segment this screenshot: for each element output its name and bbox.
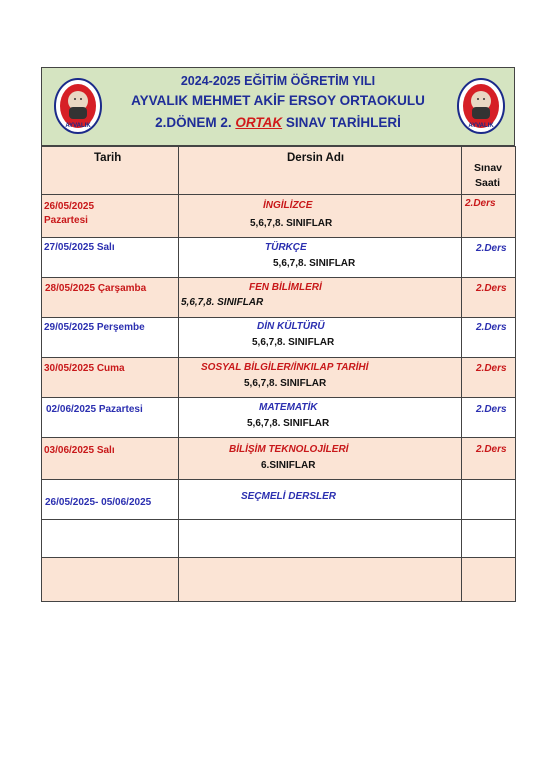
table-row: [42, 358, 516, 398]
course-name: SOSYAL BİLGİLER/İNKILAP TARİHİ: [201, 362, 369, 373]
table-row: [42, 398, 516, 438]
course-cell: [179, 558, 462, 602]
date-text: 27/05/2025 Salı: [44, 242, 115, 253]
course-classes: 5,6,7,8. SINIFLAR: [252, 337, 335, 348]
course-classes: 5,6,7,8. SINIFLAR: [181, 297, 264, 308]
course-classes: 6.SINIFLAR: [261, 460, 316, 471]
column-header-date: [42, 147, 179, 195]
title-academic-year: 2024-2025 EĞİTİM ÖĞRETİM YILI: [180, 74, 376, 88]
course-name: TÜRKÇE: [265, 242, 307, 253]
date-text: 26/05/2025- 05/06/2025: [45, 497, 152, 508]
course-name: İNGİLİZCE: [263, 200, 313, 211]
course-cell: [179, 438, 462, 480]
time-cell: [462, 398, 516, 438]
date-cell: [42, 318, 179, 358]
table-row: [42, 480, 516, 520]
schedule-table: [41, 146, 516, 602]
exam-time: 2.Ders: [476, 283, 507, 294]
table-row: [42, 195, 516, 238]
date-text: 29/05/2025 Perşembe: [44, 322, 145, 333]
time-cell: [462, 558, 516, 602]
course-name: MATEMATİK: [259, 402, 318, 413]
logo-left-caption: AYVALIK: [65, 123, 91, 129]
course-cell: [179, 195, 462, 238]
course-cell: [179, 480, 462, 520]
column-header-course-label: Dersin Adı: [287, 152, 345, 164]
date-text: 30/05/2025 Cuma: [44, 363, 125, 374]
title-ortak-highlight: ORTAK: [235, 115, 283, 130]
course-classes: 5,6,7,8. SINIFLAR: [250, 218, 333, 229]
date-cell: [42, 398, 179, 438]
date-cell: [42, 278, 179, 318]
course-name: BİLİŞİM TEKNOLOJİLERİ: [229, 444, 349, 455]
exam-time: 2.Ders: [476, 363, 507, 374]
exam-time: 2.Ders: [465, 198, 496, 209]
table-row: [42, 318, 516, 358]
course-classes: 5,6,7,8. SINIFLAR: [244, 378, 327, 389]
table-row: [42, 438, 516, 480]
course-name: DİN KÜLTÜRÜ: [257, 321, 325, 332]
exam-time: 2.Ders: [476, 243, 507, 254]
date-cell: [42, 438, 179, 480]
column-header-time-line1: Sınav: [474, 162, 503, 174]
time-cell: [462, 480, 516, 520]
course-cell: [179, 520, 462, 558]
title-school-name: AYVALIK MEHMET AKİF ERSOY ORTAOKULU: [131, 93, 425, 108]
logo-right-caption: AYVALIK: [468, 123, 494, 129]
school-logo-right: [456, 77, 506, 135]
course-classes: 5,6,7,8. SINIFLAR: [273, 258, 356, 269]
date-text: 03/06/2025 Salı: [44, 445, 115, 456]
column-header-course: [179, 147, 462, 195]
date-day-text: Pazartesi: [44, 215, 88, 226]
course-name: SEÇMELİ DERSLER: [241, 491, 337, 502]
exam-schedule-sheet: [41, 67, 515, 602]
date-cell: [42, 358, 179, 398]
table-header-row: [42, 147, 516, 195]
table-row: [42, 238, 516, 278]
course-cell: [179, 278, 462, 318]
exam-time: 2.Ders: [476, 404, 507, 415]
time-cell: [462, 520, 516, 558]
date-text: 28/05/2025 Çarşamba: [45, 283, 147, 294]
column-header-time: [462, 147, 516, 195]
table-row-empty: [42, 520, 516, 558]
title-exam-period: [42, 115, 514, 130]
course-classes: 5,6,7,8. SINIFLAR: [247, 418, 330, 429]
table-row: [42, 278, 516, 318]
table-row-empty: [42, 558, 516, 602]
date-text: 02/06/2025 Pazartesi: [46, 404, 143, 415]
course-cell: [179, 238, 462, 278]
date-cell: [42, 238, 179, 278]
time-cell: [462, 195, 516, 238]
time-cell: [462, 358, 516, 398]
date-text: 26/05/2025: [44, 201, 95, 212]
date-cell: [42, 558, 179, 602]
title-period-prefix: 2.DÖNEM 2.: [155, 115, 232, 130]
course-cell: [179, 358, 462, 398]
exam-time: 2.Ders: [476, 444, 507, 455]
date-cell: [42, 480, 179, 520]
time-cell: [462, 318, 516, 358]
date-cell: [42, 520, 179, 558]
course-cell: [179, 398, 462, 438]
title-period-suffix: SINAV TARİHLERİ: [285, 115, 401, 130]
course-name: FEN BİLİMLERİ: [249, 282, 322, 293]
column-header-date-label: Tarih: [94, 152, 122, 164]
exam-time: 2.Ders: [476, 322, 507, 333]
time-cell: [462, 238, 516, 278]
schedule-header: [41, 67, 515, 146]
course-cell: [179, 318, 462, 358]
time-cell: [462, 438, 516, 480]
column-header-time-line2: Saati: [475, 177, 501, 189]
time-cell: [462, 278, 516, 318]
date-cell: [42, 195, 179, 238]
